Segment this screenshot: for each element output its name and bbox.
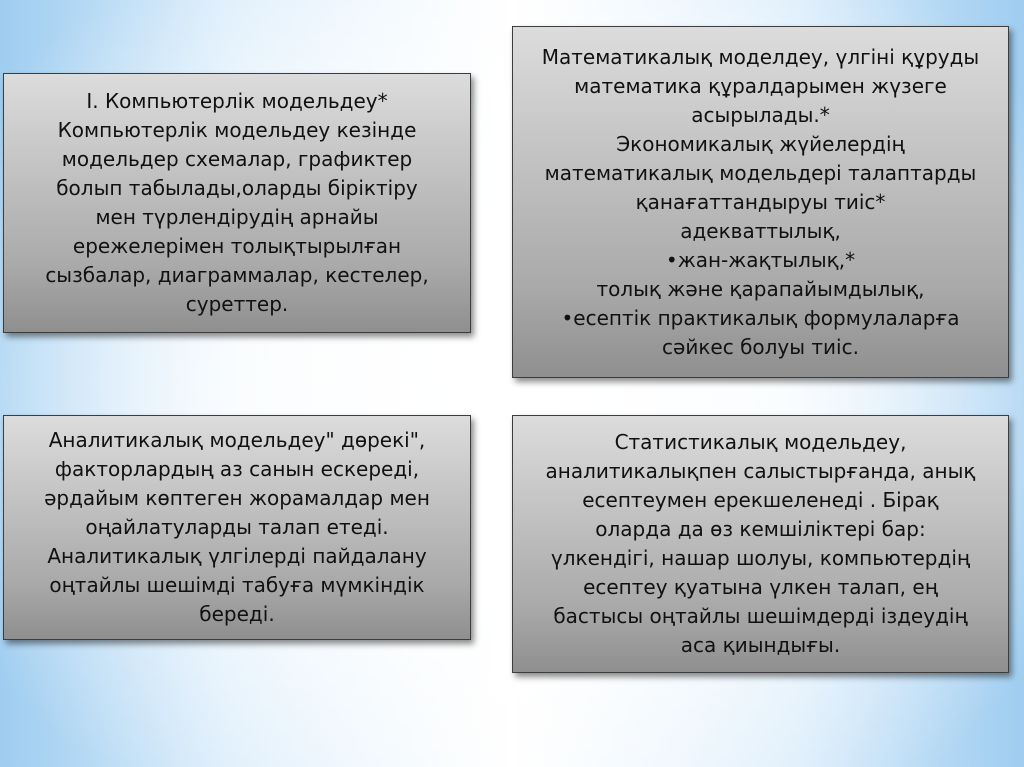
text-line: •жан-жақтылық,* <box>665 247 856 272</box>
text-line: математика құралдарымен жүзеге <box>574 73 947 98</box>
text-line: факторлардың аз санын ескереді, <box>54 457 420 481</box>
analytic-modeling-box <box>3 415 471 640</box>
text-line: Статистикалық модельдеу, <box>614 430 907 454</box>
text-line: Математикалық моделдеу, үлгіні құруды <box>541 44 980 69</box>
text-line: әрдайым көптеген жорамалдар мен <box>44 486 430 510</box>
text-line: Компьютерлік модельдеу кезінде <box>57 118 417 142</box>
text-line: үлкендігі, нашар шолуы, компьютердің <box>550 546 971 570</box>
text-line: асырылады.* <box>691 102 830 127</box>
text-line: аса қиындығы. <box>680 633 841 657</box>
text-line: есептеумен ерекшеленеді . Бірақ <box>582 488 939 512</box>
text-line: мен түрлендірудің арнайы <box>95 205 379 229</box>
text-line: болып табылады,оларды біріктіру <box>56 176 418 200</box>
text-line: ережелерімен толықтырылған <box>72 234 402 258</box>
text-line: Экономикалық жүйелердің <box>616 131 905 156</box>
text-line: оңайлатуларды талап етеді. <box>85 515 389 539</box>
text-line: береді. <box>199 602 275 626</box>
text-line: оларда да өз кемшіліктері бар: <box>595 517 926 541</box>
text-line: сәйкес болуы тиіс. <box>662 334 859 359</box>
text-line: Аналитикалық үлгілерді пайдалану <box>47 544 427 568</box>
text-line: толық және қарапайымдылық, <box>596 276 925 301</box>
text-line: математикалық модельдері талаптарды <box>544 160 977 185</box>
text-line: •есептік практикалық формулаларға <box>561 305 960 330</box>
text-line: аналитикалықпен салыстырғанда, анық <box>545 459 976 483</box>
text-line: оңтайлы шешімді табуға мүмкіндік <box>49 573 425 597</box>
text-line: модельдер схемалар, графиктер <box>61 147 413 171</box>
text-line: сызбалар, диаграммалар, кестелер, <box>45 263 429 287</box>
statistic-modeling-box <box>512 415 1009 673</box>
text-line: есептеу қуатына үлкен талап, ең <box>583 575 938 599</box>
text-line: қанағаттандыруы тиіс* <box>635 189 886 214</box>
text-line: бастысы оңтайлы шешімдерді іздеудің <box>553 604 968 628</box>
math-modeling-box <box>512 26 1009 378</box>
computer-modeling-box <box>3 73 471 333</box>
text-line: I. Компьютерлік модельдеу* <box>86 89 388 113</box>
text-line: суреттер. <box>185 292 289 316</box>
text-line: адекваттылық, <box>680 218 841 243</box>
text-line: Аналитикалық модельдеу" дөрекі", <box>48 428 426 452</box>
